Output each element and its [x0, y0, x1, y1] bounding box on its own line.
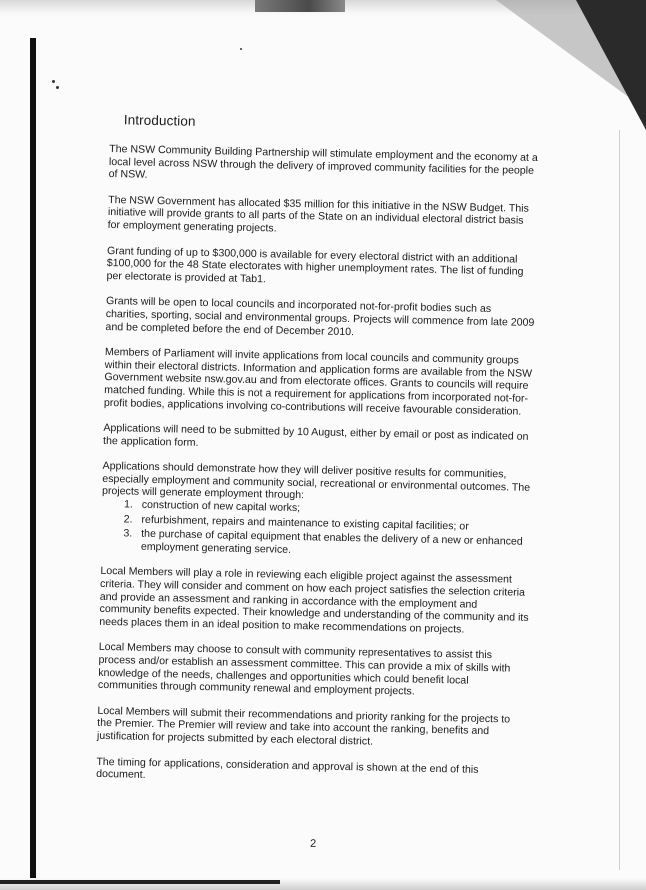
list-item: 3. the purchase of capital equipment that enables the delivery of a new or enhanced employment generating service. — [135, 528, 531, 561]
scan-speck — [52, 80, 55, 83]
paragraph: Local Members will submit their recommendations and priority ranking for the projects to the Premier. The Premier will review and take into account the ranking, benefits and justification for projects submitted by each electoral district. — [96, 704, 511, 748]
paragraph: Grants will be open to local councils and incorporated not-for-profit bodies such as charities, sporting, social and environmental groups. Projects will commence from late 2009 and be completed before the end of December 2010. — [105, 295, 535, 338]
list-item: 2. refurbishment, repairs and maintenance to existing capital facilities; or — [135, 513, 531, 534]
page-number: 2 — [309, 837, 317, 851]
paragraph: Members of Parliament will invite applications from local councils and community groups within their electoral districts. Information and application forms are available from the NSW Government website nsw.gov.au and from electorate offices. Grants to councils will require matched funding. While this is not a requirement for applications from incorporated not-for-profit bodies, applications involving co-contributions will receive favourable consideration. — [103, 346, 533, 418]
paragraph: Applications should demonstrate how they will deliver positive results for communities, especially employment and community social, recreational or environmental outcomes. The projects will generate employment through: — [101, 460, 531, 502]
document-body — [96, 112, 540, 803]
paragraph: The NSW Government has allocated $35 million for this initiative in the NSW Budget. This initiative will provide grants to all parts of the State on an individual electoral district basis for employment generating projects. — [107, 193, 530, 235]
paragraph: The timing for applications, consideration and approval is shown at the end of this document. — [96, 755, 479, 782]
paragraph: Local Members will play a role in reviewing each eligible project against the assessment criteria. They will consider and comment on how each project satisfies the selection criteria and provide an assessment and ranking in accordance with the employment and community benefits expected. Their knowledge and understanding of the community and its needs places them in an ideal position to make recommendations on projects. — [99, 565, 529, 636]
list-item: 1. construction of new capital works; — [136, 499, 532, 520]
section-heading: Introduction — [123, 112, 196, 129]
paragraph: Local Members may choose to consult with community representatives to assist this process and/or establish an assessment committee. This can provide a mix of skills with knowledge of the needs, challenges and opportunities which could benefit local communities through community renewal and employment projects. — [97, 641, 511, 698]
paragraph: Applications will need to be submitted by 10 August, either by email or post as indicated on the application form. — [102, 422, 529, 449]
employment-list — [101, 498, 532, 561]
scan-speck — [56, 86, 59, 89]
paragraph: Grant funding of up to $300,000 is available for every electoral district with an additional $100,000 for the 48 State electorates with higher unemployment rates. The list of funding per electorate is provided at Tab1. — [106, 244, 524, 286]
scan-right-edge — [619, 130, 620, 870]
page-corner-fold — [576, 0, 646, 130]
scan-bottom-edge — [0, 880, 280, 884]
paragraph: The NSW Community Building Partnership will stimulate employment and the economy at a local level across NSW through the delivery of improved community facilities for the people of NSW. — [108, 142, 538, 181]
scan-left-edge — [30, 38, 36, 880]
scan-speck — [240, 48, 242, 50]
scan-top-mark — [255, 0, 345, 12]
